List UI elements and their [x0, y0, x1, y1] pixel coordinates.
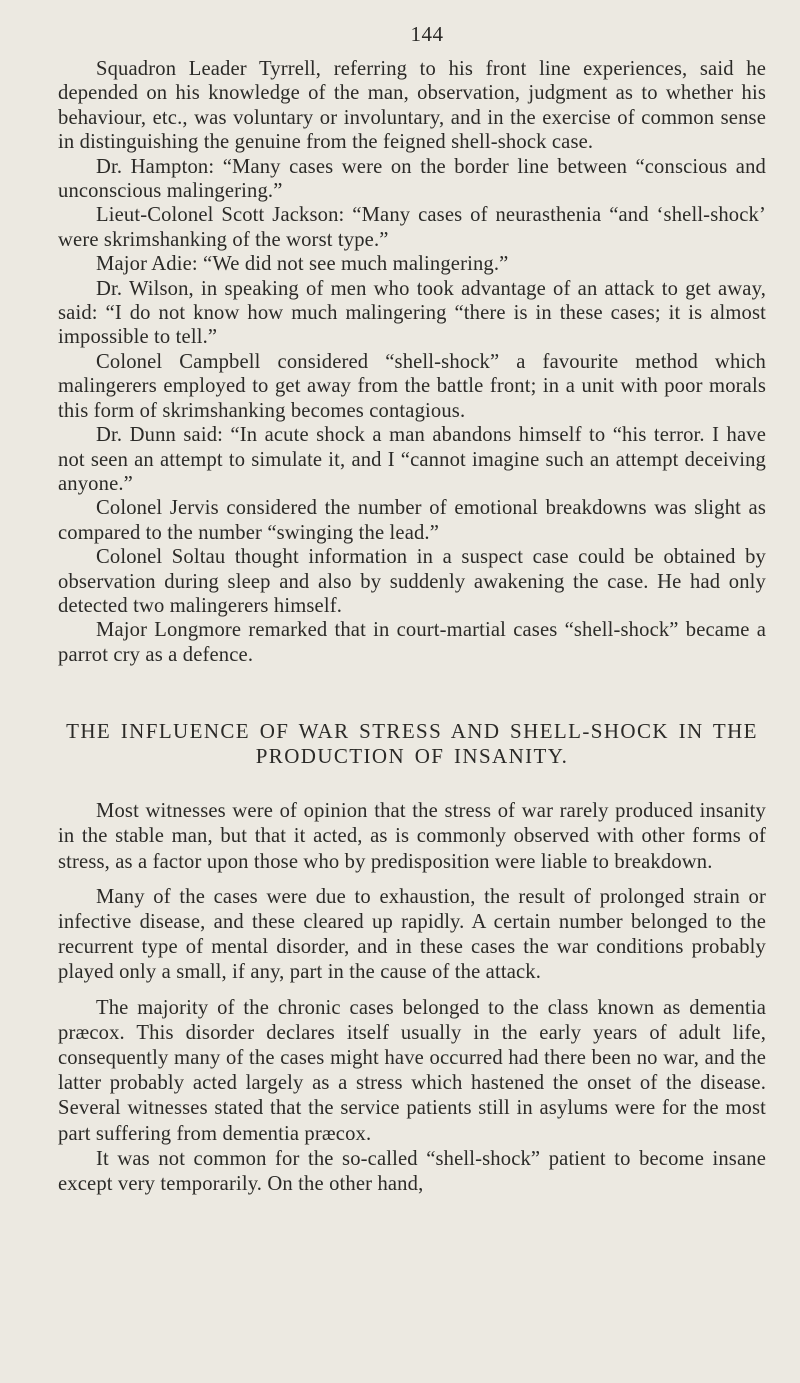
section-heading: THE INFLUENCE OF WAR STRESS AND SHELL-SHOCK IN THE PRODUCTION OF INSANITY. — [66, 719, 758, 769]
paragraph-hampton: Dr. Hampton: “Many cases were on the border line between “conscious and unconscious malingering.” — [58, 155, 766, 203]
paragraph-wilson: Dr. Wilson, in speaking of men who took advantage of an attack to get away, said: “I do not know how much malingering “there is in these cases; it is almost impossible to tell.” — [58, 277, 766, 349]
paragraph-gap — [58, 986, 766, 996]
paragraph-soltau: Colonel Soltau thought information in a suspect case could be obtained by observation during sleep and also by suddenly awakening the case. He had only detected two malingerers himself. — [58, 546, 766, 617]
paragraph-stress-opinion: Most witnesses were of opinion that the stress of war rarely produced insanity in the stable man, but that it acted, as is commonly observed with other forms of stress, as a factor upon those who by predisposition were liable to breakdown. — [58, 800, 766, 873]
page-number: 144 — [410, 22, 444, 46]
paragraph-exhaustion: Many of the cases were due to exhaustion, the result of prolonged strain or infective disease, and these cleared up rapidly. A certain number belonged to the recurrent type of mental disorder, and in these cases the war conditions probably played only a small, if any, part in the cause of the attack. — [58, 885, 766, 984]
paragraph-gap — [58, 875, 766, 885]
paragraph-tyrrell: Squadron Leader Tyrrell, referring to his front line experiences, said he depended on his knowledge of the man, observation, judgment as to whether his behaviour, etc., was voluntary or involuntary, and in the exercise of common sense in distinguishing the genuine from the feigned shell-shock case. — [58, 58, 766, 154]
paragraph-campbell: Colonel Campbell considered “shell-shock” a favourite method which malingerers employed to get away from the battle front; in a unit with poor morals this form of skrimshanking becomes contagious. — [58, 350, 766, 422]
paragraph-adie: Major Adie: “We did not see much malingering.” — [96, 253, 509, 276]
paragraph-longmore: Major Longmore remarked that in court-martial cases “shell-shock” became a parrot cry as a defence. — [58, 619, 766, 666]
testimony-section — [58, 57, 766, 667]
paragraph-shell-shock-patient: It was not common for the so-called “shell-shock” patient to become insane except very temporarily. On the other hand, — [58, 1147, 766, 1195]
insanity-section — [58, 799, 766, 1197]
paragraph-jervis: Colonel Jervis considered the number of emotional breakdowns was slight as compared to the number “swinging the lead.” — [58, 497, 766, 544]
paragraph-scott-jackson: Lieut-Colonel Scott Jackson: “Many cases of neurasthenia “and ‘shell-shock’ were skrimshanking of the worst type.” — [58, 204, 766, 251]
paragraph-dunn: Dr. Dunn said: “In acute shock a man abandons himself to “his terror. I have not seen an attempt to simulate it, and I “cannot imagine such an attempt deceiving anyone.” — [58, 424, 766, 495]
paragraph-dementia-praecox: The majority of the chronic cases belonged to the class known as dementia præcox. This disorder declares itself usually in the early years of adult life, consequently many of the cases might have occurred had there been no war, and the latter probably acted largely as a stress which hastened the onset of the disease. Several witnesses stated that the service patients still in asylums were for the most part suffering from dementia præcox. — [58, 996, 766, 1145]
